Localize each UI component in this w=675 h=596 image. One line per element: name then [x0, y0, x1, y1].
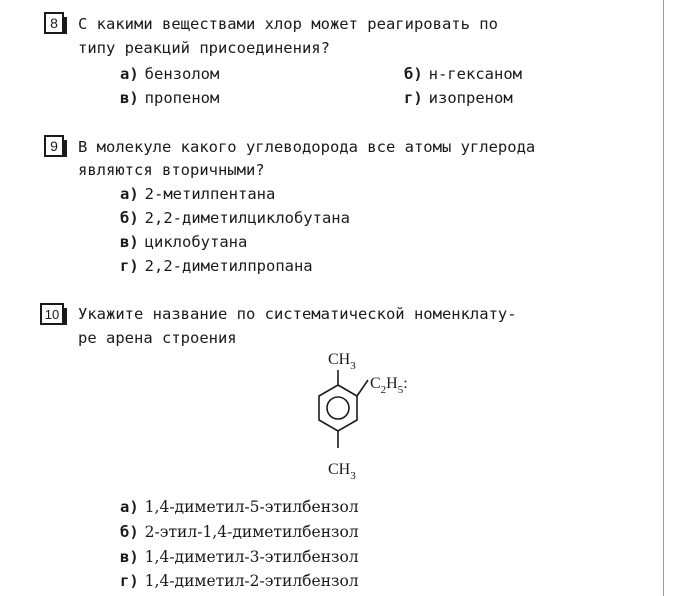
- benzene-ring: [319, 370, 368, 448]
- answer-option-a[interactable]: [120, 63, 219, 85]
- answer-option-c[interactable]: [120, 87, 219, 109]
- question-text: являются вторичными?: [78, 161, 265, 179]
- option-text: 2-этил-1,4-диметилбензол: [144, 523, 359, 541]
- option-letter: в): [120, 548, 139, 566]
- option-text: 2,2-диметилпропана: [144, 257, 313, 275]
- option-letter: б): [120, 209, 139, 227]
- page-edge-line: [663, 0, 664, 596]
- option-letter: а): [120, 65, 139, 83]
- option-text: 1,4-диметил-3-этилбензол: [144, 548, 359, 566]
- option-text: н-гексаном: [428, 65, 522, 83]
- option-text: 2-метилпентана: [144, 185, 276, 203]
- formula-side-group: $C_2H_5$:: [370, 375, 408, 396]
- formula-top-group: $CH_3$: [328, 351, 356, 372]
- formula-bottom-group: $CH_3$: [328, 461, 356, 482]
- option-letter: а): [120, 498, 139, 516]
- question-number-badge: 8: [44, 12, 64, 34]
- question-text: С какими веществами хлор может реагировать по: [78, 15, 498, 33]
- question-text: В молекуле какого углеводорода все атомы углерода: [78, 138, 536, 156]
- option-letter: г): [120, 257, 139, 275]
- answer-option-a[interactable]: [120, 183, 275, 205]
- option-text: 1,4-диметил-2-этилбензол: [144, 572, 359, 590]
- option-letter: г): [120, 572, 139, 590]
- option-text: бензолом: [144, 65, 220, 83]
- option-letter: в): [120, 233, 139, 251]
- option-letter: б): [120, 523, 139, 541]
- option-text: 2,2-диметилциклобутана: [144, 209, 350, 227]
- answer-option-b[interactable]: [404, 63, 522, 85]
- question-number-badge: 10: [40, 303, 64, 325]
- option-letter: г): [404, 89, 423, 107]
- answer-option-c[interactable]: [120, 546, 359, 568]
- question-text: Укажите название по систематической номенклату-: [78, 305, 517, 323]
- answer-option-c[interactable]: [120, 231, 247, 253]
- option-letter: а): [120, 185, 139, 203]
- option-letter: в): [120, 89, 139, 107]
- answer-option-d[interactable]: [120, 570, 359, 592]
- option-text: циклобутана: [144, 233, 248, 251]
- answer-option-d[interactable]: [404, 87, 513, 109]
- option-text: пропеном: [144, 89, 220, 107]
- answer-option-d[interactable]: [120, 255, 313, 277]
- option-text: изопреном: [428, 89, 513, 107]
- answer-option-b[interactable]: [120, 521, 359, 543]
- answer-option-a[interactable]: [120, 496, 359, 518]
- structural-formula: [300, 348, 440, 488]
- option-text: 1,4-диметил-5-этилбензол: [144, 498, 359, 516]
- question-text: типу реакций присоединения?: [78, 39, 330, 57]
- answer-option-b[interactable]: [120, 207, 350, 229]
- question-number-badge: 9: [44, 135, 64, 157]
- question-text: ре арена строения: [78, 329, 237, 347]
- option-letter: б): [404, 65, 423, 83]
